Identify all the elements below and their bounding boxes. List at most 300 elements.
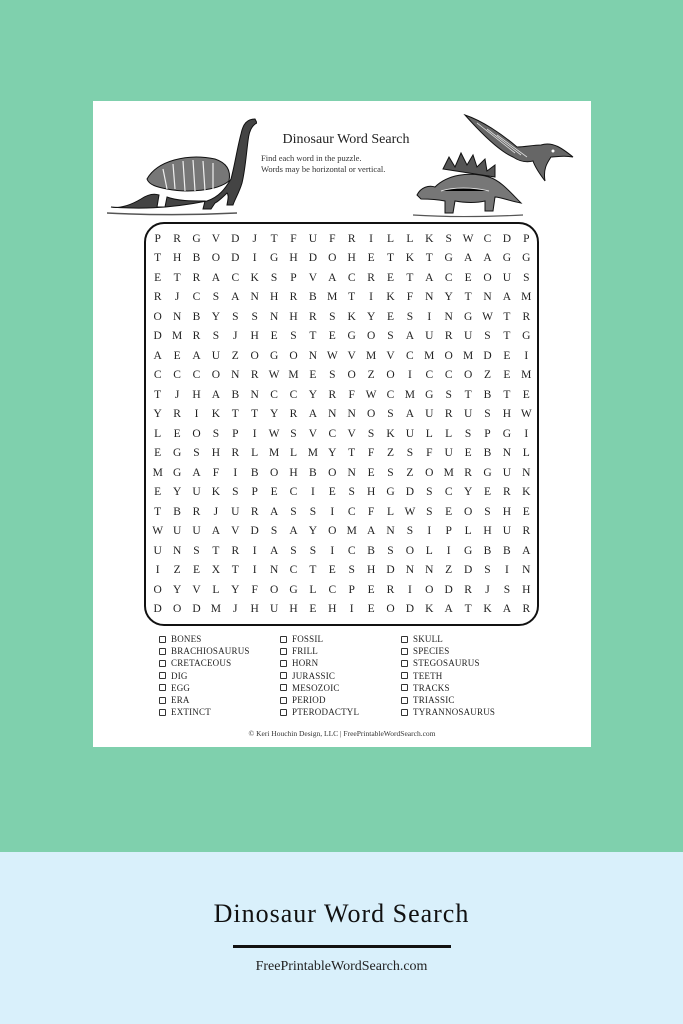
grid-letter: B [192, 252, 201, 265]
grid-letter: S [212, 427, 220, 440]
grid-letter: A [502, 603, 512, 616]
stegosaurus-illustration [413, 151, 523, 221]
grid-letter: C [386, 388, 395, 401]
checkbox-icon[interactable] [280, 636, 287, 643]
instruction-line-1: Find each word in the puzzle. [261, 153, 362, 163]
grid-letter: T [212, 544, 220, 557]
word-item[interactable] [280, 645, 359, 657]
grid-letter: B [483, 447, 492, 460]
grid-letter: R [386, 583, 395, 596]
grid-letter: S [329, 369, 336, 382]
grid-letter: F [348, 388, 355, 401]
grid-letter: N [405, 564, 415, 577]
checkbox-icon[interactable] [159, 660, 166, 667]
grid-letter: G [483, 466, 492, 479]
grid-letter: F [426, 447, 433, 460]
grid-letter: I [369, 291, 374, 304]
grid-letter: T [406, 271, 414, 284]
grid-letter: H [289, 252, 298, 265]
grid-letter: D [231, 252, 240, 265]
grid-letter: I [233, 466, 238, 479]
grid-letter: I [252, 252, 257, 265]
grid-letter: W [462, 232, 474, 245]
grid-letter: U [172, 525, 182, 538]
word-column-3 [401, 633, 495, 718]
grid-letter: K [522, 486, 531, 499]
grid-letter: J [485, 583, 490, 596]
grid-letter: S [387, 544, 394, 557]
grid-letter: E [503, 369, 511, 382]
grid-letter: H [502, 408, 512, 421]
grid-letter: L [425, 427, 433, 440]
grid-letter: I [369, 232, 374, 245]
grid-letter: O [211, 369, 221, 382]
grid-letter: N [483, 291, 492, 304]
grid-letter: F [367, 505, 375, 518]
letter-grid [148, 229, 536, 619]
grid-letter: A [231, 291, 240, 304]
grid-letter: E [367, 603, 375, 616]
grid-letter: K [483, 603, 492, 616]
grid-letter: M [521, 291, 532, 304]
grid-letter: E [386, 271, 394, 284]
grid-letter: E [445, 505, 453, 518]
grid-letter: R [173, 232, 181, 245]
grid-letter: N [444, 310, 453, 323]
footer-site-link[interactable]: FreePrintableWordSearch.com [255, 959, 428, 974]
grid-letter: C [406, 349, 414, 362]
grid-letter: U [231, 505, 240, 518]
grid-letter: M [210, 603, 221, 616]
checkbox-icon[interactable] [280, 697, 287, 704]
grid-letter: O [192, 427, 201, 440]
grid-letter: E [154, 486, 162, 499]
grid-letter: U [463, 330, 473, 343]
grid-letter: I [310, 486, 315, 499]
grid-letter: M [171, 330, 183, 343]
grid-letter: W [482, 310, 493, 323]
grid-letter: S [212, 291, 220, 304]
instructions [261, 153, 421, 175]
grid-letter: T [270, 232, 278, 245]
grid-letter: R [250, 369, 259, 382]
grid-letter: H [289, 603, 298, 616]
grid-letter: L [309, 583, 317, 596]
grid-letter: O [153, 310, 162, 323]
checkbox-icon[interactable] [401, 648, 408, 655]
grid-letter: F [212, 466, 220, 479]
grid-letter: W [404, 505, 416, 518]
grid-letter: A [444, 603, 453, 616]
grid-letter: R [328, 388, 337, 401]
word-item[interactable] [401, 657, 495, 669]
grid-letter: H [250, 330, 259, 343]
grid-letter: N [231, 369, 240, 382]
grid-letter: S [387, 408, 394, 421]
grid-letter: E [328, 330, 336, 343]
word-label: FOSSIL [292, 634, 324, 645]
word-label: ERA [171, 695, 190, 706]
checkbox-icon[interactable] [401, 697, 408, 704]
grid-letter: F [251, 583, 258, 596]
grid-letter: T [464, 388, 472, 401]
grid-letter: H [269, 291, 279, 304]
grid-letter: R [522, 603, 531, 616]
grid-letter: J [174, 291, 180, 304]
grid-letter: O [328, 252, 337, 265]
grid-letter: T [503, 310, 511, 323]
grid-letter: S [445, 232, 452, 245]
grid-letter: G [463, 544, 473, 557]
grid-letter: B [483, 388, 492, 401]
grid-letter: C [289, 486, 298, 499]
grid-letter: Y [153, 408, 162, 421]
grid-letter: X [211, 564, 221, 577]
word-item[interactable] [401, 633, 495, 645]
grid-letter: B [309, 291, 317, 304]
word-item[interactable] [159, 657, 250, 669]
word-label: TRIASSIC [413, 695, 455, 706]
grid-letter: U [192, 525, 201, 538]
grid-letter: U [153, 544, 162, 557]
grid-letter: O [483, 271, 492, 284]
grid-letter: U [502, 271, 512, 284]
word-item[interactable] [280, 633, 359, 645]
checkbox-icon[interactable] [280, 709, 287, 716]
footer-divider [233, 945, 451, 948]
grid-letter: T [386, 252, 394, 265]
grid-letter: A [483, 252, 492, 265]
checkbox-icon[interactable] [159, 709, 166, 716]
grid-letter: L [445, 427, 453, 440]
grid-letter: V [347, 427, 356, 440]
grid-letter: E [173, 349, 181, 362]
grid-letter: I [194, 408, 199, 421]
grid-letter: P [290, 271, 297, 284]
word-item[interactable] [401, 670, 495, 682]
word-label: BRACHIOSAURUS [171, 646, 250, 657]
grid-letter: B [309, 466, 317, 479]
grid-letter: G [502, 252, 512, 265]
grid-letter: M [365, 349, 377, 362]
grid-letter: D [231, 232, 240, 245]
grid-letter: D [405, 486, 415, 499]
grid-letter: O [463, 505, 473, 518]
grid-letter: S [193, 544, 200, 557]
grid-letter: E [328, 486, 336, 499]
grid-letter: A [405, 330, 415, 343]
grid-letter: S [406, 447, 414, 460]
grid-letter: S [270, 525, 278, 538]
grid-letter: B [483, 544, 492, 557]
grid-letter: V [211, 232, 221, 245]
grid-letter: J [174, 388, 180, 401]
grid-letter: E [522, 388, 530, 401]
grid-letter: N [425, 564, 434, 577]
grid-letter: B [231, 388, 240, 401]
checkbox-icon[interactable] [401, 672, 408, 679]
grid-letter: A [211, 271, 221, 284]
checkbox-icon[interactable] [280, 660, 287, 667]
grid-letter: G [522, 252, 531, 265]
word-label: STEGOSAURUS [413, 658, 480, 669]
grid-letter: H [366, 564, 376, 577]
word-label: HORN [292, 658, 319, 669]
grid-letter: R [231, 447, 240, 460]
grid-letter: V [386, 349, 395, 362]
grid-letter: T [348, 447, 356, 460]
grid-letter: G [192, 232, 201, 245]
grid-letter: U [444, 447, 453, 460]
grid-letter: A [269, 544, 279, 557]
grid-letter: J [252, 232, 257, 245]
grid-letter: Z [386, 447, 394, 460]
grid-letter: C [425, 369, 434, 382]
grid-letter: D [308, 252, 318, 265]
grid-letter: U [425, 408, 434, 421]
grid-letter: G [463, 310, 473, 323]
checkbox-icon[interactable] [159, 697, 166, 704]
grid-letter: Y [366, 310, 376, 323]
word-item[interactable] [401, 706, 495, 718]
word-item[interactable] [159, 706, 250, 718]
word-item[interactable] [401, 645, 495, 657]
word-search-sheet [93, 101, 591, 747]
grid-letter: D [153, 603, 162, 616]
grid-letter: A [366, 525, 376, 538]
grid-letter: E [522, 505, 530, 518]
grid-letter: Y [211, 310, 221, 323]
word-label: TRACKS [413, 682, 450, 693]
checkbox-icon[interactable] [280, 684, 287, 691]
grid-letter: Z [231, 349, 239, 362]
grid-letter: K [386, 291, 395, 304]
grid-letter: O [250, 349, 259, 362]
grid-letter: L [154, 427, 162, 440]
grid-letter: I [330, 544, 335, 557]
grid-letter: T [231, 408, 239, 421]
word-item[interactable] [280, 657, 359, 669]
grid-letter: H [289, 310, 298, 323]
word-item[interactable] [159, 670, 250, 682]
footer-banner [0, 852, 683, 1024]
grid-letter: T [464, 291, 472, 304]
brachiosaurus-illustration [107, 109, 257, 217]
grid-letter: E [386, 310, 394, 323]
word-item[interactable] [159, 694, 250, 706]
grid-letter: P [251, 486, 258, 499]
grid-letter: N [308, 349, 318, 362]
grid-letter: I [427, 310, 432, 323]
checkbox-icon[interactable] [401, 684, 408, 691]
grid-letter: S [251, 310, 258, 323]
grid-letter: N [328, 408, 337, 421]
checkbox-icon[interactable] [280, 672, 287, 679]
word-item[interactable] [159, 645, 250, 657]
grid-letter: F [329, 232, 336, 245]
grid-letter: T [309, 330, 317, 343]
grid-letter: G [269, 349, 279, 362]
word-label: PTERODACTYL [292, 707, 360, 718]
grid-letter: Y [308, 525, 318, 538]
grid-letter: O [386, 603, 395, 616]
checkbox-icon[interactable] [401, 660, 408, 667]
grid-letter: N [347, 408, 356, 421]
grid-letter: U [405, 427, 415, 440]
grid-letter: I [349, 603, 354, 616]
word-item[interactable] [280, 670, 359, 682]
grid-letter: M [521, 369, 532, 382]
grid-letter: B [173, 505, 181, 518]
grid-letter: O [347, 369, 356, 382]
grid-letter: R [464, 583, 472, 596]
grid-letter: M [443, 466, 454, 479]
grid-letter: A [328, 271, 337, 284]
grid-letter: E [154, 447, 162, 460]
grid-letter: G [172, 466, 182, 479]
grid-letter: J [233, 330, 238, 343]
grid-letter: S [270, 271, 278, 284]
grid-letter: C [192, 291, 201, 304]
grid-letter: K [211, 408, 221, 421]
grid-letter: O [463, 369, 473, 382]
grid-letter: T [251, 408, 259, 421]
grid-letter: W [268, 369, 280, 382]
grid-letter: O [172, 603, 182, 616]
grid-letter: A [211, 525, 221, 538]
grid-letter: V [231, 525, 240, 538]
grid-letter: W [152, 525, 164, 538]
grid-letter: H [192, 388, 201, 401]
grid-letter: R [153, 291, 162, 304]
grid-letter: G [289, 583, 298, 596]
checkbox-icon[interactable] [159, 672, 166, 679]
grid-letter: U [463, 408, 473, 421]
checkbox-icon[interactable] [401, 636, 408, 643]
grid-letter: I [252, 544, 257, 557]
grid-letter: E [328, 564, 336, 577]
grid-letter: T [348, 291, 356, 304]
word-item[interactable] [401, 682, 495, 694]
grid-letter: D [153, 330, 162, 343]
word-item[interactable] [280, 682, 359, 694]
grid-letter: S [387, 466, 394, 479]
word-item[interactable] [280, 694, 359, 706]
word-column-1 [159, 633, 250, 718]
grid-letter: Y [172, 486, 182, 499]
grid-letter: S [484, 564, 491, 577]
copyright-credit: © Keri Houchin Design, LLC | FreePrintableWordSearch.com [248, 729, 436, 738]
grid-letter: S [309, 505, 317, 518]
word-label: FRILL [292, 646, 319, 657]
grid-letter: C [173, 369, 181, 382]
grid-letter: N [522, 564, 531, 577]
grid-letter: N [522, 466, 531, 479]
word-item[interactable] [159, 682, 250, 694]
grid-letter: Z [367, 369, 375, 382]
grid-letter: Y [308, 388, 318, 401]
word-label: SPECIES [413, 646, 450, 657]
grid-letter: F [367, 447, 375, 460]
grid-letter: P [523, 232, 530, 245]
grid-letter: R [347, 232, 356, 245]
grid-letter: S [426, 486, 433, 499]
word-item[interactable] [401, 694, 495, 706]
grid-letter: C [153, 369, 162, 382]
grid-letter: E [367, 252, 375, 265]
grid-letter: A [192, 466, 201, 479]
grid-letter: P [348, 583, 355, 596]
word-item[interactable] [280, 706, 359, 718]
grid-letter: N [269, 564, 279, 577]
grid-letter: J [213, 505, 219, 518]
grid-letter: O [269, 466, 279, 479]
grid-letter: O [328, 525, 337, 538]
grid-letter: U [502, 466, 512, 479]
grid-letter: S [290, 544, 297, 557]
grid-letter: O [153, 583, 162, 596]
checkbox-icon[interactable] [159, 648, 166, 655]
grid-letter: O [366, 408, 376, 421]
grid-letter: H [366, 486, 376, 499]
checkbox-icon[interactable] [280, 648, 287, 655]
grid-letter: M [424, 349, 435, 362]
grid-letter: S [503, 583, 511, 596]
grid-letter: Y [269, 408, 279, 421]
word-item[interactable] [159, 633, 250, 645]
grid-letter: D [386, 564, 395, 577]
grid-letter: D [483, 349, 492, 362]
checkbox-icon[interactable] [159, 684, 166, 691]
grid-letter: A [463, 252, 473, 265]
grid-letter: N [172, 544, 182, 557]
grid-letter: H [483, 525, 492, 538]
grid-letter: U [192, 486, 201, 499]
grid-letter: R [309, 310, 317, 323]
grid-letter: N [347, 466, 356, 479]
grid-letter: I [524, 427, 529, 440]
grid-letter: G [347, 330, 356, 343]
grid-letter: K [425, 603, 434, 616]
checkbox-icon[interactable] [159, 636, 166, 643]
checkbox-icon[interactable] [401, 709, 408, 716]
grid-letter: A [192, 349, 201, 362]
word-label: SKULL [413, 634, 443, 645]
grid-letter: E [464, 447, 472, 460]
grid-letter: S [348, 564, 355, 577]
grid-letter: O [405, 544, 415, 557]
grid-letter: G [502, 427, 512, 440]
grid-letter: A [522, 544, 531, 557]
grid-letter: O [425, 466, 434, 479]
word-list [159, 633, 539, 723]
grid-letter: D [405, 603, 415, 616]
grid-letter: O [444, 349, 453, 362]
grid-letter: Y [328, 447, 337, 460]
grid-letter: R [250, 505, 259, 518]
grid-letter: S [348, 486, 355, 499]
word-label: TEETH [413, 670, 443, 681]
grid-letter: P [445, 525, 452, 538]
grid-letter: C [328, 583, 337, 596]
grid-letter: U [502, 525, 512, 538]
grid-letter: P [232, 427, 239, 440]
grid-letter: H [502, 505, 512, 518]
grid-letter: R [231, 544, 240, 557]
grid-letter: W [365, 388, 377, 401]
grid-letter: H [289, 466, 298, 479]
word-label: TYRANNOSAURUS [413, 707, 496, 718]
